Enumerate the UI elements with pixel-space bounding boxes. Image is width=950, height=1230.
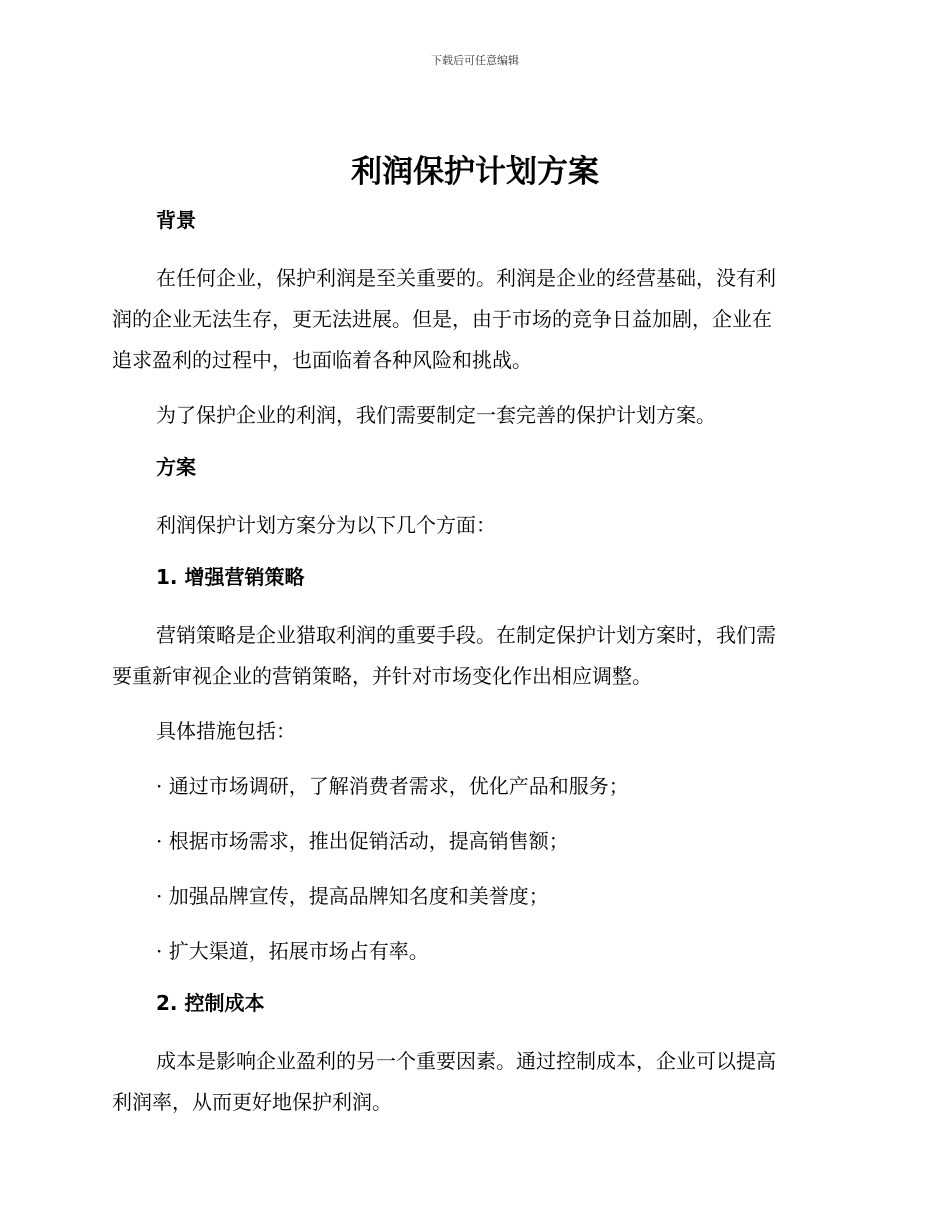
paragraph-background-2: 为了保护企业的利润，我们需要制定一套完善的保护计划方案。 (156, 403, 716, 427)
document-body (112, 203, 832, 1123)
header-note: 下载后可任意编辑 (431, 54, 519, 67)
section-heading-plan: 方案 (156, 455, 196, 479)
paragraph-background-line-3: 追求盈利的过程中，也面临着各种风险和挑战。 (112, 348, 532, 372)
paragraph-background-line-2: 润的企业无法生存，更无法进展。但是，由于市场的竞争日益加剧，企业在 (112, 307, 772, 331)
paragraph-marketing-line-2: 要重新审视企业的营销策略，并针对市场变化作出相应调整。 (112, 664, 652, 688)
paragraph-measures-intro: 具体措施包括： (156, 719, 296, 743)
section-heading-marketing: 1. 增强营销策略 (156, 565, 305, 589)
paragraph-plan-intro: 利润保护计划方案分为以下几个方面： (156, 513, 496, 537)
list-item-bullet-1: · 通过市场调研，了解消费者需求，优化产品和服务； (156, 774, 629, 798)
list-item-bullet-2: · 根据市场需求，推出促销活动，提高销售额； (156, 829, 569, 853)
list-item-bullet-4: · 扩大渠道，拓展市场占有率。 (156, 939, 429, 963)
section-heading-background: 背景 (156, 208, 196, 232)
list-item-bullet-3: · 加强品牌宣传，提高品牌知名度和美誉度； (156, 884, 549, 908)
paragraph-background-line-1: 在任何企业，保护利润是至关重要的。利润是企业的经营基础，没有利 (156, 266, 776, 290)
document-title: 利润保护计划方案 (351, 154, 599, 190)
paragraph-cost-line-2: 利润率，从而更好地保护利润。 (112, 1090, 392, 1114)
paragraph-cost-line-1: 成本是影响企业盈利的另一个重要因素。通过控制成本，企业可以提高 (156, 1049, 776, 1073)
section-heading-cost: 2. 控制成本 (156, 991, 265, 1015)
paragraph-marketing-line-1: 营销策略是企业猎取利润的重要手段。在制定保护计划方案时，我们需 (156, 623, 776, 647)
